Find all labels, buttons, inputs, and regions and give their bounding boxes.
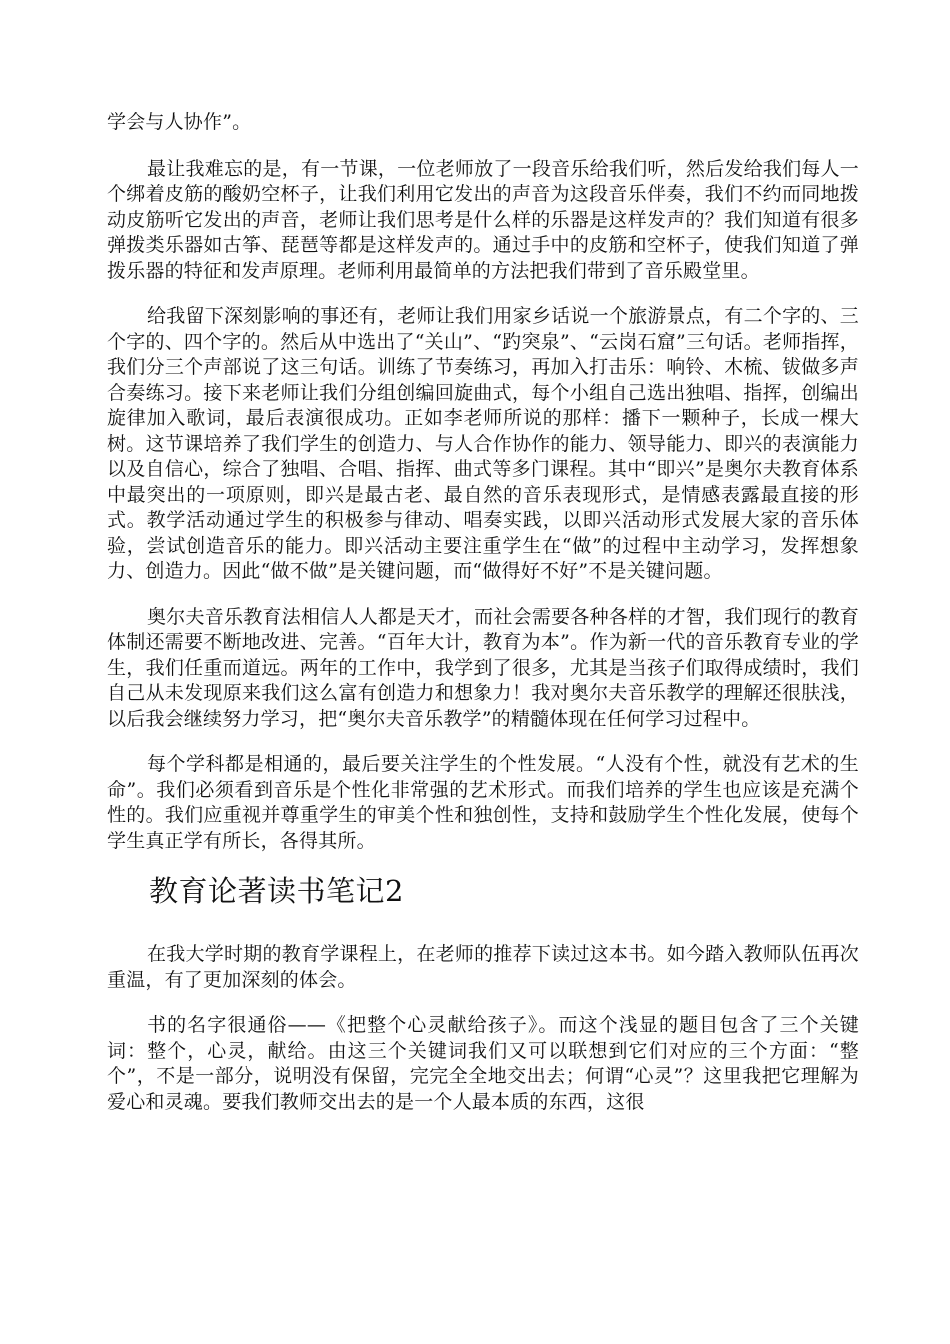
paragraph-dialect-ensemble: 给我留下深刻影响的事还有，老师让我们用家乡话说一个旅游景点，有二个字的、三个字的、四个字的。然后从中选出了“关山”、“趵突泉”、“云岗石窟”三句话。老师指挥，我们分三个声部说了这三句话。训练了节奏练习，再加入打击乐：响铃、木梳、钹做多声合奏练习。接下来老师让我们分组创编回旋曲式，每个小组自己选出独唱、指挥，创编出旋律加入歌词，最后表演很成功。正如李老师所说的那样：播下一颗种子，长成一棵大树。这节课培养了我们学生的创造力、与人合作协作的能力、领导能力、即兴的表演能力以及自信心，综合了独唱、合唱、指挥、曲式等多门课程。其中“即兴”是奥尔夫教育体系中最突出的一项原则，即兴是最古老、最自然的音乐表现形式，是情感表露最直接的形式。教学活动通过学生的积极参与律动、唱奏实践，以即兴活动形式发展大家的音乐体验，尝试创造音乐的能力。即兴活动主要注重学生在“做”的过程中主动学习，发挥想象力、创造力。因此“做不做”是关键问题，而“做得好不好”不是关键问题。 bbox=[107, 305, 859, 582]
continuation-paragraph: 学会与人协作”。 bbox=[107, 111, 252, 133]
paragraph-orff-education: 奥尔夫音乐教育法相信人人都是天才，而社会需要各种各样的才智，我们现行的教育体制还需要不断地改进、完善。“百年大计，教育为本”。作为新一代的音乐教育专业的学生，我们任重而道远。两年的工作中，我学到了很多，尤其是当孩子们取得成绩时，我们自己从未发现原来我们这么富有创造力和想象力！我对奥尔夫音乐教学的理解还很肤浅，以后我会继续努力学习，把“奥尔夫音乐教学”的精髓体现在任何学习过程中。 bbox=[107, 605, 859, 730]
paragraph-university-reading: 在我大学时期的教育学课程上，在老师的推荐下读过这本书。如今踏入教师队伍再次重温，有了更加深刻的体会。 bbox=[107, 943, 859, 991]
paragraph-individuality: 每个学科都是相通的，最后要关注学生的个性发展。“人没有个性，就没有艺术的生命”。我们必须看到音乐是个性化非常强的艺术形式。而我们培养的学生也应该是充满个性的。我们应重视并尊重学生的审美个性和独创性，支持和鼓励学生个性化发展，使每个学生真正学有所长，各得其所。 bbox=[107, 753, 859, 852]
section-heading: 教育论著读书笔记2 bbox=[149, 874, 404, 908]
paragraph-music-cups: 最让我难忘的是，有一节课，一位老师放了一段音乐给我们听，然后发给我们每人一个绑着皮筋的酸奶空杯子，让我们利用它发出的声音为这段音乐伴奏，我们不约而同地拨动皮筋听它发出的声音，老师让我们思考是什么样的乐器是这样发声的？我们知道有很多弹拨类乐器如古筝、琵琶等都是这样发声的。通过手中的皮筋和空杯子，使我们知道了弹拨乐器的特征和发声原理。老师利用最简单的方法把我们带到了音乐殿堂里。 bbox=[107, 157, 859, 282]
document-page bbox=[107, 110, 859, 1135]
paragraph-book-title: 书的名字很通俗——《把整个心灵献给孩子》。而这个浅显的题目包含了三个关键词：整个，心灵，献给。由这三个关键词我们又可以联想到它们对应的三个方面：“整个”，不是一部分，说明没有保留，完完全全地交出去；何谓“心灵”？这里我把它理解为爱心和灵魂。要我们教师交出去的是一个人最本质的东西，这很 bbox=[107, 1014, 859, 1113]
